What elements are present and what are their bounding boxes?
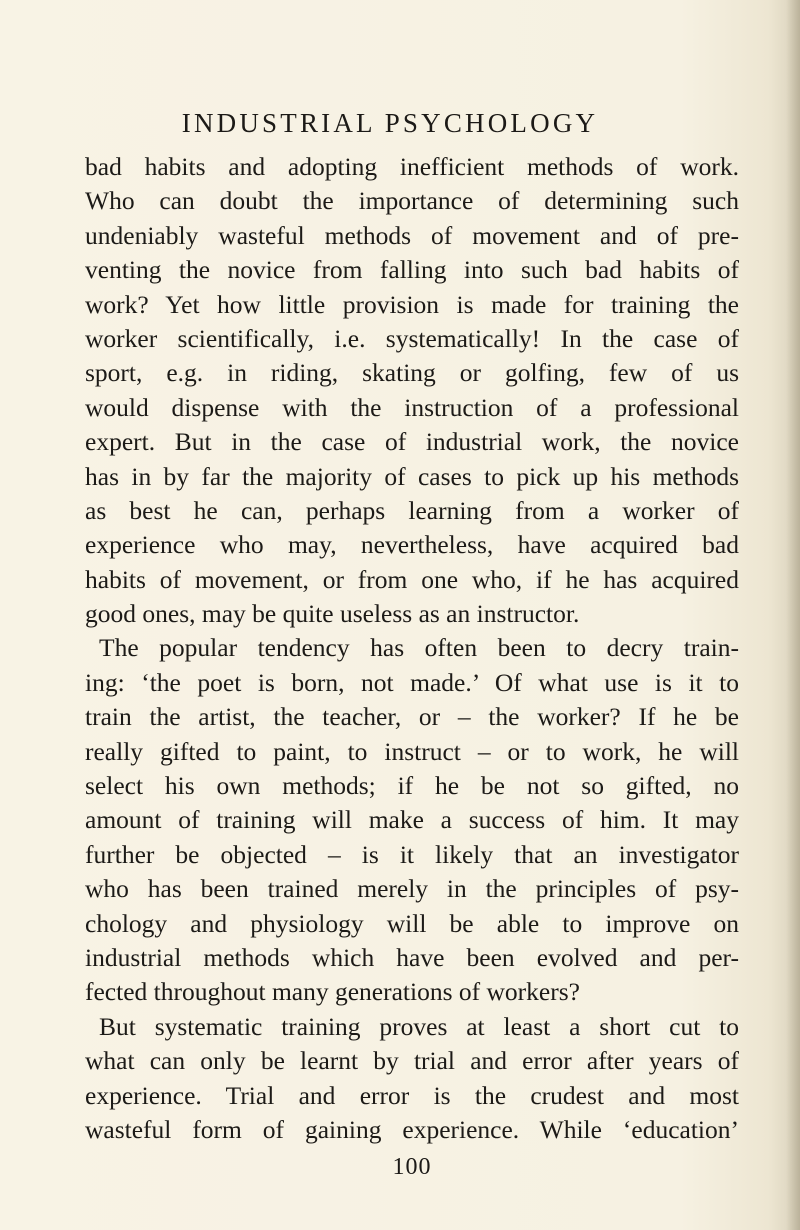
text-line: good ones, may be quite useless as an instructor. — [85, 599, 580, 629]
text-line: ing: ‘the poet is born, not made.’ Of what use is it to — [85, 667, 739, 697]
text-line: venting the novice from falling into such bad habits of — [85, 255, 739, 285]
text-line: really gifted to paint, to instruct – or to work, he will — [85, 736, 739, 766]
text-line: who has been trained merely in the principles of psy- — [85, 874, 739, 904]
text-line: expert. But in the case of industrial work, the novice — [85, 427, 739, 457]
text-line: experience. Trial and error is the crudest and most — [85, 1080, 739, 1110]
text-line: bad habits and adopting inefficient methods of work. — [85, 152, 739, 181]
text-line: sport, e.g. in riding, skating or golfing, few of us — [85, 358, 739, 388]
text-line: what can only be learnt by trial and error after years of — [85, 1046, 739, 1076]
text-line: wasteful form of gaining experience. While ‘education’ — [85, 1114, 739, 1144]
running-head: INDUSTRIAL PSYCHOLOGY — [181, 108, 599, 138]
page-edge-shadow — [786, 0, 800, 1230]
text-line: amount of training will make a success of him. It may — [85, 805, 739, 835]
text-line: worker scientifically, i.e. systematically! In the case of — [85, 323, 739, 353]
text-line: fected throughout many generations of workers? — [85, 977, 580, 1007]
text-line: habits of movement, or from one who, if he has acquired — [85, 564, 739, 594]
text-line: select his own methods; if he be not so gifted, no — [85, 771, 739, 801]
text-line: has in by far the majority of cases to pick up his methods — [85, 461, 739, 491]
text-line: experience who may, nevertheless, have acquired bad — [85, 530, 739, 560]
text-line: work? Yet how little provision is made for training the — [85, 289, 739, 319]
body-text — [85, 150, 739, 1147]
text-line: as best he can, perhaps learning from a worker of — [85, 495, 739, 525]
text-line: would dispense with the instruction of a professional — [85, 392, 739, 422]
text-line: Who can doubt the importance of determining such — [85, 186, 739, 216]
text-line: undeniably wasteful methods of movement and of pre- — [85, 220, 739, 250]
text-line: train the artist, the teacher, or – the worker? If he be — [85, 702, 739, 732]
text-line: industrial methods which have been evolved and per- — [85, 942, 739, 972]
text-line: But systematic training proves at least a short cut to — [99, 1011, 739, 1041]
text-line: further be objected – is it likely that an investigator — [85, 839, 739, 869]
text-line: The popular tendency has often been to decry train- — [99, 633, 739, 663]
text-line: chology and physiology will be able to improve on — [85, 908, 739, 938]
page-number: 100 — [392, 1154, 432, 1180]
